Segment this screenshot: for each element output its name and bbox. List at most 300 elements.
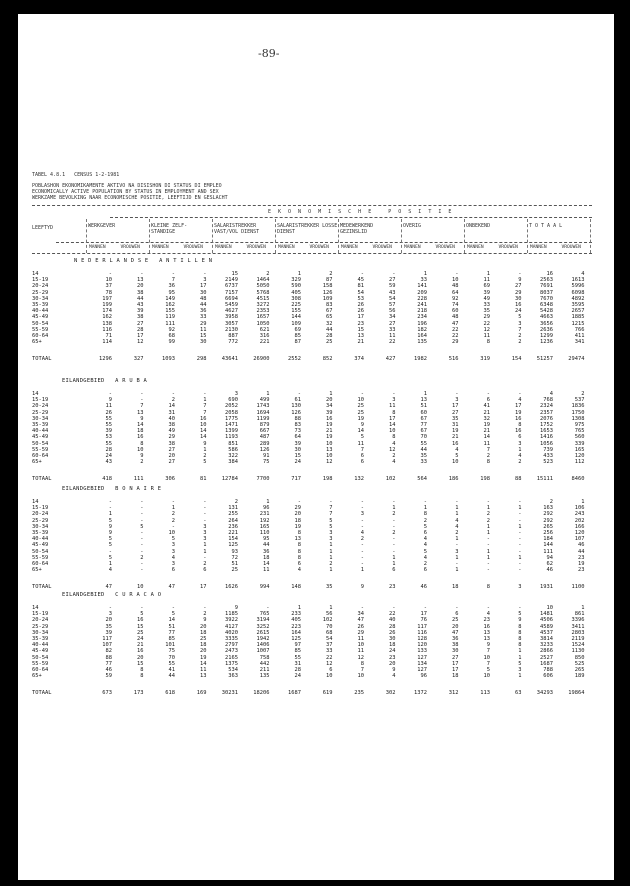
table-cell: 48 bbox=[452, 314, 459, 321]
table-cell: 537 bbox=[574, 397, 585, 404]
table-cell: - bbox=[518, 542, 522, 549]
table-cell: 77 bbox=[105, 660, 112, 667]
table-cell: 8 bbox=[392, 434, 396, 441]
table-cell: 18 bbox=[200, 629, 207, 636]
table-cell: 8 bbox=[140, 667, 144, 673]
table-cell: 1 bbox=[329, 548, 333, 555]
table-cell: 78 bbox=[105, 289, 112, 296]
table-cell: 202 bbox=[574, 517, 585, 524]
sex-header: VROUWEN bbox=[309, 245, 329, 250]
table-cell: 19864 bbox=[568, 690, 585, 697]
table-cell: 4 bbox=[455, 523, 459, 530]
sex-header: MANNEN bbox=[404, 245, 421, 250]
table-cell: 18 bbox=[294, 517, 301, 524]
table-cell: 30 bbox=[200, 339, 207, 346]
table-cell: 329 bbox=[291, 277, 301, 284]
table-cell: 1 bbox=[518, 654, 522, 661]
table-cell: 4 bbox=[455, 446, 459, 453]
table-cell: 120 bbox=[574, 453, 585, 459]
table-cell: 26 bbox=[357, 308, 364, 315]
age-label: 65+ bbox=[32, 459, 42, 466]
table-cell: 1 bbox=[518, 505, 522, 512]
table-cell: 17 bbox=[515, 403, 522, 410]
table-cell: - bbox=[392, 542, 396, 549]
table-cell: - bbox=[108, 391, 112, 397]
table-cell: 189 bbox=[574, 673, 585, 680]
table-cell: 209 bbox=[417, 289, 427, 296]
table-cell: 3194 bbox=[256, 617, 270, 624]
table-cell: 34 bbox=[357, 611, 364, 618]
sex-header: MANNEN bbox=[530, 245, 547, 250]
table-cell: 1375 bbox=[225, 660, 238, 667]
table-cell: 35 bbox=[326, 584, 333, 591]
table-cell: 109 bbox=[322, 295, 333, 302]
table-cell: 3922 bbox=[225, 617, 238, 624]
table-cell: 5428 bbox=[540, 308, 553, 315]
table-cell: 46 bbox=[546, 567, 553, 574]
table-cell: 11 bbox=[483, 333, 490, 339]
table-cell: 155 bbox=[291, 308, 301, 315]
table-cell: 8037 bbox=[540, 289, 553, 296]
table-cell: 34293 bbox=[536, 690, 553, 697]
table-cell: 165 bbox=[574, 446, 585, 453]
table-cell: - bbox=[518, 511, 522, 518]
table-cell: 2 bbox=[392, 511, 396, 518]
table-cell: 433 bbox=[543, 453, 553, 459]
table-cell: 20 bbox=[137, 654, 144, 661]
table-cell: - bbox=[329, 499, 333, 505]
title-line-2: ECONOMICALLY ACTIVE POPULATION BY STATUS IN EMPLOYMENT AND SEX bbox=[32, 189, 219, 195]
table-cell: 6737 bbox=[225, 283, 238, 290]
table-cell: 26 bbox=[357, 302, 364, 308]
table-cell: 41 bbox=[168, 667, 175, 673]
table-cell: 1481 bbox=[540, 611, 553, 618]
sex-header: VROUWEN bbox=[183, 245, 203, 250]
table-cell: 384 bbox=[228, 459, 238, 466]
table-cell: 59 bbox=[105, 673, 112, 680]
table-cell: 316 bbox=[259, 333, 270, 339]
table-cell: 3 bbox=[203, 523, 207, 530]
table-cell: 5 bbox=[140, 523, 144, 530]
table-cell: 225 bbox=[291, 302, 301, 308]
table-cell: 31 bbox=[168, 409, 175, 416]
table-cell: 10 bbox=[326, 453, 333, 459]
table-cell: - bbox=[360, 271, 364, 277]
table-cell: 1 bbox=[329, 391, 333, 397]
table-cell: 21 bbox=[357, 339, 364, 346]
table-cell: 113 bbox=[480, 690, 490, 697]
table-cell: - bbox=[392, 523, 396, 530]
table-cell: 1416 bbox=[540, 434, 553, 441]
table-cell: - bbox=[203, 605, 207, 611]
age-label: TOTAAL bbox=[32, 690, 52, 697]
table-cell: 77 bbox=[420, 422, 427, 428]
table-cell: 88 bbox=[105, 654, 112, 661]
table-cell: 23 bbox=[389, 584, 396, 591]
table-cell: 20 bbox=[326, 397, 333, 404]
table-cell: 12784 bbox=[221, 476, 238, 483]
column-separator bbox=[275, 219, 276, 253]
table-cell: 20 bbox=[168, 453, 175, 459]
column-separator bbox=[86, 219, 87, 253]
table-cell: 1775 bbox=[225, 415, 238, 422]
table-cell: 23 bbox=[389, 654, 396, 661]
table-cell: 1 bbox=[329, 605, 333, 611]
table-cell: 8 bbox=[360, 660, 364, 667]
age-label: 65+ bbox=[32, 339, 42, 346]
age-label: 40-44 bbox=[32, 428, 49, 435]
table-cell: 54 bbox=[326, 636, 333, 642]
table-cell: 427 bbox=[385, 356, 396, 363]
table-cell: 1308 bbox=[571, 415, 585, 422]
table-cell: - bbox=[297, 391, 301, 397]
table-cell: 7 bbox=[329, 505, 333, 512]
table-cell: 3595 bbox=[571, 302, 585, 308]
table-cell: 154 bbox=[228, 536, 238, 543]
table-cell: 8 bbox=[140, 673, 144, 680]
table-cell: - bbox=[360, 542, 364, 549]
table-cell: 1 bbox=[297, 605, 301, 611]
table-cell: 14 bbox=[168, 617, 175, 624]
table-cell: - bbox=[140, 605, 144, 611]
table-cell: 55 bbox=[420, 440, 427, 447]
table-cell: - bbox=[360, 561, 364, 567]
table-cell: 11 bbox=[200, 667, 207, 673]
table-cell: 1 bbox=[486, 554, 490, 561]
table-cell: 17 bbox=[389, 415, 396, 422]
table-cell: 28 bbox=[294, 667, 301, 673]
table-cell: 2 bbox=[486, 517, 490, 524]
table-cell: 264 bbox=[228, 517, 238, 524]
table-cell: 8460 bbox=[571, 476, 585, 483]
table-cell: 3411 bbox=[571, 623, 585, 630]
table-cell: 7 bbox=[486, 648, 490, 655]
table-cell: 19 bbox=[357, 415, 364, 422]
table-cell: 17 bbox=[200, 584, 207, 591]
age-label: 55-59 bbox=[32, 660, 49, 667]
table-cell: 30 bbox=[515, 295, 522, 302]
table-cell: 17 bbox=[452, 660, 459, 667]
table-cell: 852 bbox=[322, 356, 333, 363]
table-cell: 3 bbox=[518, 667, 522, 673]
table-cell: 111 bbox=[133, 476, 144, 483]
table-cell: 9 bbox=[392, 667, 396, 673]
table-cell: 96 bbox=[420, 673, 427, 680]
table-cell: 26900 bbox=[253, 356, 270, 363]
age-label: 65+ bbox=[32, 673, 42, 680]
table-cell: 765 bbox=[259, 611, 270, 618]
table-cell: 20 bbox=[294, 511, 301, 518]
table-cell: 2149 bbox=[225, 277, 238, 284]
table-cell: 44 bbox=[137, 295, 144, 302]
table-cell: 21 bbox=[452, 434, 459, 441]
group-header: SALARISTREKKER LOSSE DIENST bbox=[277, 223, 338, 235]
table-cell: 3396 bbox=[571, 617, 585, 624]
table-cell: - bbox=[423, 499, 427, 505]
group-banner: E K O N O M I S C H E P O S I T I E bbox=[268, 209, 454, 215]
table-cell: 51257 bbox=[536, 356, 553, 363]
table-cell: 33 bbox=[420, 459, 427, 466]
age-label: 35-39 bbox=[32, 530, 49, 536]
table-cell: 8 bbox=[297, 554, 301, 561]
table-cell: 11 bbox=[263, 567, 270, 574]
table-cell: 1093 bbox=[162, 356, 175, 363]
table-cell: 37 bbox=[326, 642, 333, 649]
table-cell: 4 bbox=[549, 391, 553, 397]
table-cell: 9 bbox=[518, 617, 522, 624]
table-cell: 3 bbox=[203, 530, 207, 536]
table-cell: 1 bbox=[455, 511, 459, 518]
table-cell: 1 bbox=[486, 530, 490, 536]
table-cell: 14 bbox=[137, 422, 144, 428]
table-cell: - bbox=[140, 530, 144, 536]
table-cell: 1056 bbox=[540, 440, 553, 447]
table-cell: 1 bbox=[266, 499, 270, 505]
table-cell: 312 bbox=[448, 690, 459, 697]
table-cell: 23 bbox=[578, 567, 585, 574]
table-cell: 19 bbox=[294, 523, 301, 530]
table-cell: - bbox=[203, 554, 207, 561]
table-cell: 19 bbox=[515, 409, 522, 416]
table-cell: 9 bbox=[203, 617, 207, 624]
section-heading: EILANDGEBIED A R U B A bbox=[62, 378, 148, 384]
age-label: 55-59 bbox=[32, 554, 49, 561]
table-cell: 22 bbox=[389, 611, 396, 618]
table-cell: 10 bbox=[452, 277, 459, 284]
table-cell: 18 bbox=[200, 642, 207, 649]
age-label: 65+ bbox=[32, 567, 42, 574]
table-cell: 363 bbox=[228, 673, 238, 680]
table-cell: 182 bbox=[417, 326, 427, 333]
table-cell: 3 bbox=[518, 440, 522, 447]
sex-header: VROUWEN bbox=[561, 245, 581, 250]
table-cell: 17 bbox=[137, 333, 144, 339]
sex-header: VROUWEN bbox=[372, 245, 392, 250]
table-cell: 135 bbox=[417, 339, 427, 346]
table-cell: 198 bbox=[322, 476, 333, 483]
table-cell: 564 bbox=[417, 476, 427, 483]
table-cell: 6 bbox=[360, 453, 364, 459]
column-separator bbox=[401, 219, 402, 253]
table-cell: 26 bbox=[389, 629, 396, 636]
table-cell: 1942 bbox=[256, 636, 270, 642]
table-cell: - bbox=[392, 271, 396, 277]
table-cell: 24 bbox=[294, 459, 301, 466]
sex-header: VROUWEN bbox=[120, 245, 140, 250]
table-cell: 5 bbox=[518, 611, 522, 618]
table-cell: 10 bbox=[389, 428, 396, 435]
table-cell: 7 bbox=[486, 660, 490, 667]
table-cell: 5 bbox=[108, 554, 112, 561]
table-cell: 35 bbox=[483, 308, 490, 315]
table-cell: 16 bbox=[515, 428, 522, 435]
table-cell: 6 bbox=[297, 561, 301, 567]
table-cell: 112 bbox=[574, 459, 585, 466]
table-cell: 233 bbox=[291, 611, 301, 618]
table-cell: 5768 bbox=[256, 289, 270, 296]
table-cell: 12 bbox=[483, 326, 490, 333]
sex-header: MANNEN bbox=[278, 245, 295, 250]
table-cell: 16 bbox=[515, 302, 522, 308]
age-label: 25-29 bbox=[32, 517, 49, 524]
sex-header: VROUWEN bbox=[498, 245, 518, 250]
table-cell: 241 bbox=[417, 302, 427, 308]
table-cell: 15 bbox=[294, 453, 301, 459]
table-cell: 126 bbox=[291, 409, 301, 416]
table-cell: 374 bbox=[354, 356, 364, 363]
table-cell: 2 bbox=[423, 561, 427, 567]
table-cell: 10 bbox=[137, 446, 144, 453]
column-separator bbox=[590, 219, 591, 253]
table-cell: 11 bbox=[483, 277, 490, 284]
table-cell: 10 bbox=[357, 642, 364, 649]
table-cell: 4 bbox=[455, 517, 459, 524]
table-cell: 2 bbox=[171, 511, 175, 518]
table-cell: 68 bbox=[326, 629, 333, 636]
table-cell: 8 bbox=[518, 623, 522, 630]
table-cell: 9 bbox=[108, 523, 112, 530]
table-cell: - bbox=[140, 397, 144, 404]
table-cell: 319 bbox=[480, 356, 490, 363]
table-cell: 39 bbox=[137, 308, 144, 315]
table-cell: 11 bbox=[389, 333, 396, 339]
table-cell: 1100 bbox=[571, 584, 585, 591]
table-cell: - bbox=[140, 499, 144, 505]
sex-header: VROUWEN bbox=[246, 245, 266, 250]
table-cell: 4 bbox=[423, 554, 427, 561]
table-cell: 55 bbox=[168, 660, 175, 667]
age-label: 25-29 bbox=[32, 409, 49, 416]
table-cell: 1 bbox=[518, 648, 522, 655]
table-cell: 16 bbox=[546, 271, 553, 277]
table-cell: 1 bbox=[518, 523, 522, 530]
table-cell: 8 bbox=[486, 584, 490, 591]
table-cell: 525 bbox=[574, 660, 585, 667]
table-cell: 34 bbox=[389, 314, 396, 321]
table-cell: - bbox=[140, 271, 144, 277]
table-cell: 27 bbox=[515, 283, 522, 290]
table-cell: 141 bbox=[417, 283, 427, 290]
table-cell: 5 bbox=[329, 523, 333, 530]
table-cell: 107 bbox=[574, 536, 585, 543]
table-cell: 418 bbox=[102, 476, 112, 483]
table-cell: 10 bbox=[326, 673, 333, 680]
table-cell: 10 bbox=[200, 422, 207, 428]
table-cell: 2 bbox=[203, 453, 207, 459]
table-cell: - bbox=[203, 511, 207, 518]
table-cell: 758 bbox=[259, 654, 270, 661]
table-cell: 5 bbox=[108, 542, 112, 549]
table-cell: 36 bbox=[452, 636, 459, 642]
table-cell: 29 bbox=[294, 505, 301, 512]
table-cell: 14 bbox=[389, 422, 396, 428]
table-cell: 2 bbox=[518, 333, 522, 339]
table-cell: 39 bbox=[294, 440, 301, 447]
table-cell: 772 bbox=[228, 339, 238, 346]
table-cell: - bbox=[360, 523, 364, 530]
table-cell: 18 bbox=[389, 642, 396, 649]
table-cell: 111 bbox=[543, 548, 553, 555]
table-cell: 3 bbox=[203, 536, 207, 543]
group-header: T O T A A L bbox=[529, 223, 563, 229]
table-cell: 29 bbox=[357, 629, 364, 636]
table-cell: 82 bbox=[105, 648, 112, 655]
table-cell: - bbox=[455, 605, 459, 611]
table-cell: 41 bbox=[483, 403, 490, 410]
table-cell: 2 bbox=[234, 499, 238, 505]
table-cell: 36 bbox=[168, 283, 175, 290]
table-cell: 1 bbox=[108, 561, 112, 567]
group-header: SALARISTREKKER VAST/VOL DIENST bbox=[214, 223, 260, 235]
table-cell: - bbox=[423, 605, 427, 611]
table-cell: 6 bbox=[392, 567, 396, 574]
table-cell: 1 bbox=[360, 567, 364, 574]
table-cell: 64 bbox=[294, 434, 301, 441]
table-cell: 21 bbox=[483, 428, 490, 435]
table-cell: 5 bbox=[486, 667, 490, 673]
table-cell: 14 bbox=[200, 660, 207, 667]
table-cell: 27 bbox=[168, 446, 175, 453]
table-id: TABEL 4.8.1 CENSUS 1-2-1981 bbox=[32, 172, 120, 178]
age-label: 60-64 bbox=[32, 667, 49, 673]
table-cell: 13 bbox=[483, 629, 490, 636]
table-cell: 43641 bbox=[221, 356, 238, 363]
table-cell: 99 bbox=[168, 339, 175, 346]
table-cell: - bbox=[392, 499, 396, 505]
table-cell: 20 bbox=[137, 283, 144, 290]
table-cell: 26 bbox=[357, 623, 364, 630]
table-cell: 9 bbox=[203, 440, 207, 447]
age-label: 50-54 bbox=[32, 654, 49, 661]
table-cell: - bbox=[140, 511, 144, 518]
table-cell: - bbox=[518, 567, 522, 574]
table-cell: 19 bbox=[483, 422, 490, 428]
table-cell: 5 bbox=[108, 517, 112, 524]
table-cell: 60 bbox=[452, 308, 459, 315]
table-cell: 199 bbox=[102, 302, 112, 308]
table-cell: 110 bbox=[259, 530, 270, 536]
table-cell: 5 bbox=[171, 611, 175, 618]
table-cell: 5 bbox=[423, 548, 427, 555]
table-cell: 9 bbox=[360, 584, 364, 591]
table-cell: 4 bbox=[423, 536, 427, 543]
table-cell: 341 bbox=[574, 339, 585, 346]
table-cell: 20 bbox=[105, 617, 112, 624]
table-cell: 298 bbox=[196, 356, 207, 363]
table-cell: 411 bbox=[574, 333, 585, 339]
table-cell: 19 bbox=[578, 561, 585, 567]
table-cell: 7700 bbox=[256, 476, 270, 483]
table-cell: 3656 bbox=[540, 320, 553, 327]
table-cell: 16 bbox=[483, 623, 490, 630]
table-cell: 133 bbox=[417, 648, 427, 655]
table-cell: - bbox=[108, 271, 112, 277]
table-cell: 24 bbox=[137, 636, 144, 642]
table-cell: 20 bbox=[200, 648, 207, 655]
table-cell: 63 bbox=[515, 690, 522, 697]
age-label: 15-19 bbox=[32, 397, 49, 404]
table-cell: 8 bbox=[297, 530, 301, 536]
age-label: 20-24 bbox=[32, 511, 49, 518]
table-cell: 5459 bbox=[225, 302, 238, 308]
table-cell: 2 bbox=[518, 459, 522, 466]
table-cell: 125 bbox=[228, 542, 238, 549]
table-cell: 265 bbox=[574, 667, 585, 673]
table-cell: 127 bbox=[417, 654, 427, 661]
table-cell: 5 bbox=[203, 459, 207, 466]
age-label: 25-29 bbox=[32, 623, 49, 630]
table-cell: - bbox=[203, 517, 207, 524]
